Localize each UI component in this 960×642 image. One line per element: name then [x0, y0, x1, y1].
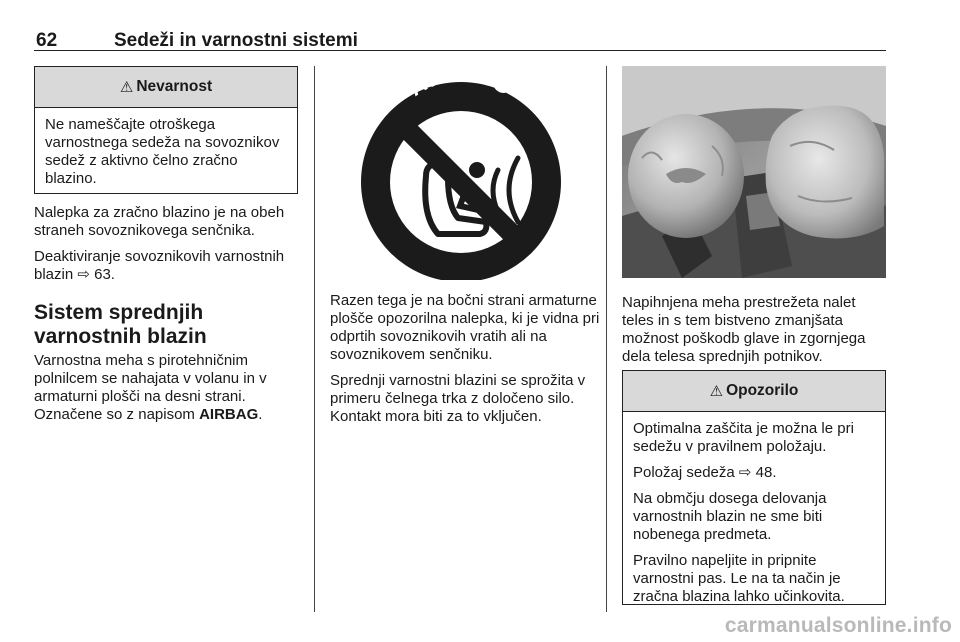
inflated-airbags-paragraph: Napihnjena meha prestrežeta nalet teles in s tem bistveno zmanjšata možnost poškodb glave in zgornjega dela telesa sprednjih potnikov.	[622, 294, 866, 365]
section-title: Sedeži in varnostni sistemi	[114, 30, 358, 51]
warning-box-p1: Optimalna zaščita je možna le pri sedežu v pravilnem položaju.	[633, 420, 854, 455]
deployment-paragraph: Sprednji varnostni blazini se sprožita v primeru čelnega trka z določeno silo. Kontakt mora biti za to vključen.	[330, 372, 586, 425]
deactivation-text: Deaktiviranje sovoznikovih varnostnih blazin	[34, 248, 285, 283]
warning-box-title: Opozorilo	[726, 382, 799, 399]
danger-box-text: Ne nameščajte otroškega varnostnega sedeža na sovoznikov sedež z aktivno čelno zračno blazino.	[45, 116, 280, 187]
column-divider-1	[314, 66, 315, 612]
front-airbag-heading: Sistem sprednjih varnostnih blazin	[34, 301, 207, 348]
page-ref-arrow-icon: ⇨	[738, 464, 752, 481]
warning-triangle-icon: ⚠	[709, 383, 724, 400]
inflated-airbags-illustration	[622, 66, 886, 278]
inflated-airbags-image	[622, 66, 886, 278]
warning-box-p2	[633, 464, 875, 482]
deactivation-paragraph	[34, 248, 302, 284]
side-label-paragraph: Razen tega je na bočni strani armaturne plošče opozorilna nalepka, ki je vidna pri odprtih sovoznikovih vratih ali na sovoznikovem senčniku.	[330, 292, 600, 363]
warning-box	[622, 370, 886, 605]
airbag-warning-label	[330, 66, 592, 280]
warning-box-p4: Pravilno napeljite in pripnite varnostni pas. Le na ta način je zračna blazina lahko učinkovita.	[633, 552, 845, 605]
column-3-text	[622, 294, 886, 374]
page-ref-arrow-icon: ⇨	[77, 266, 90, 283]
warning-box-p3: Na obmčju dosega delovanja varnostnih blazin ne sme biti nobenega predmeta.	[633, 490, 827, 543]
danger-box-title: Nevarnost	[136, 78, 213, 95]
danger-box-body	[35, 108, 297, 202]
front-airbag-text-end: .	[258, 406, 263, 423]
airbag-marking: AIRBAG	[199, 406, 259, 423]
front-airbag-text: Varnostna meha s pirotehničnim polnilcem se nahajata v volanu in v armaturni plošči na desni strani. Označene so z napisom	[34, 352, 267, 423]
column-divider-2	[606, 66, 607, 612]
deactivation-page-ref[interactable]: 63.	[94, 266, 115, 283]
seat-position-text: Položaj sedeža	[633, 464, 735, 481]
warning-triangle-icon: ⚠	[119, 79, 134, 96]
sticker-location-paragraph: Nalepka za zračno blazino je na obeh straneh sovoznikovega senčnika.	[34, 204, 285, 239]
danger-box-header	[35, 67, 297, 108]
page-number: 62	[36, 30, 58, 51]
header-rule	[34, 50, 886, 51]
danger-box	[34, 66, 298, 194]
column-2-text	[330, 292, 602, 434]
warning-box-body	[623, 412, 885, 620]
airbag-label-text: AIRBAG	[404, 66, 518, 101]
no-child-seat-airbag-icon	[330, 66, 592, 280]
warning-box-header	[623, 371, 885, 412]
watermark: carmanualsonline.info	[724, 614, 952, 637]
seat-position-page-ref[interactable]: 48.	[755, 464, 777, 481]
front-airbag-paragraph	[34, 352, 302, 424]
column-1-text	[34, 204, 302, 292]
